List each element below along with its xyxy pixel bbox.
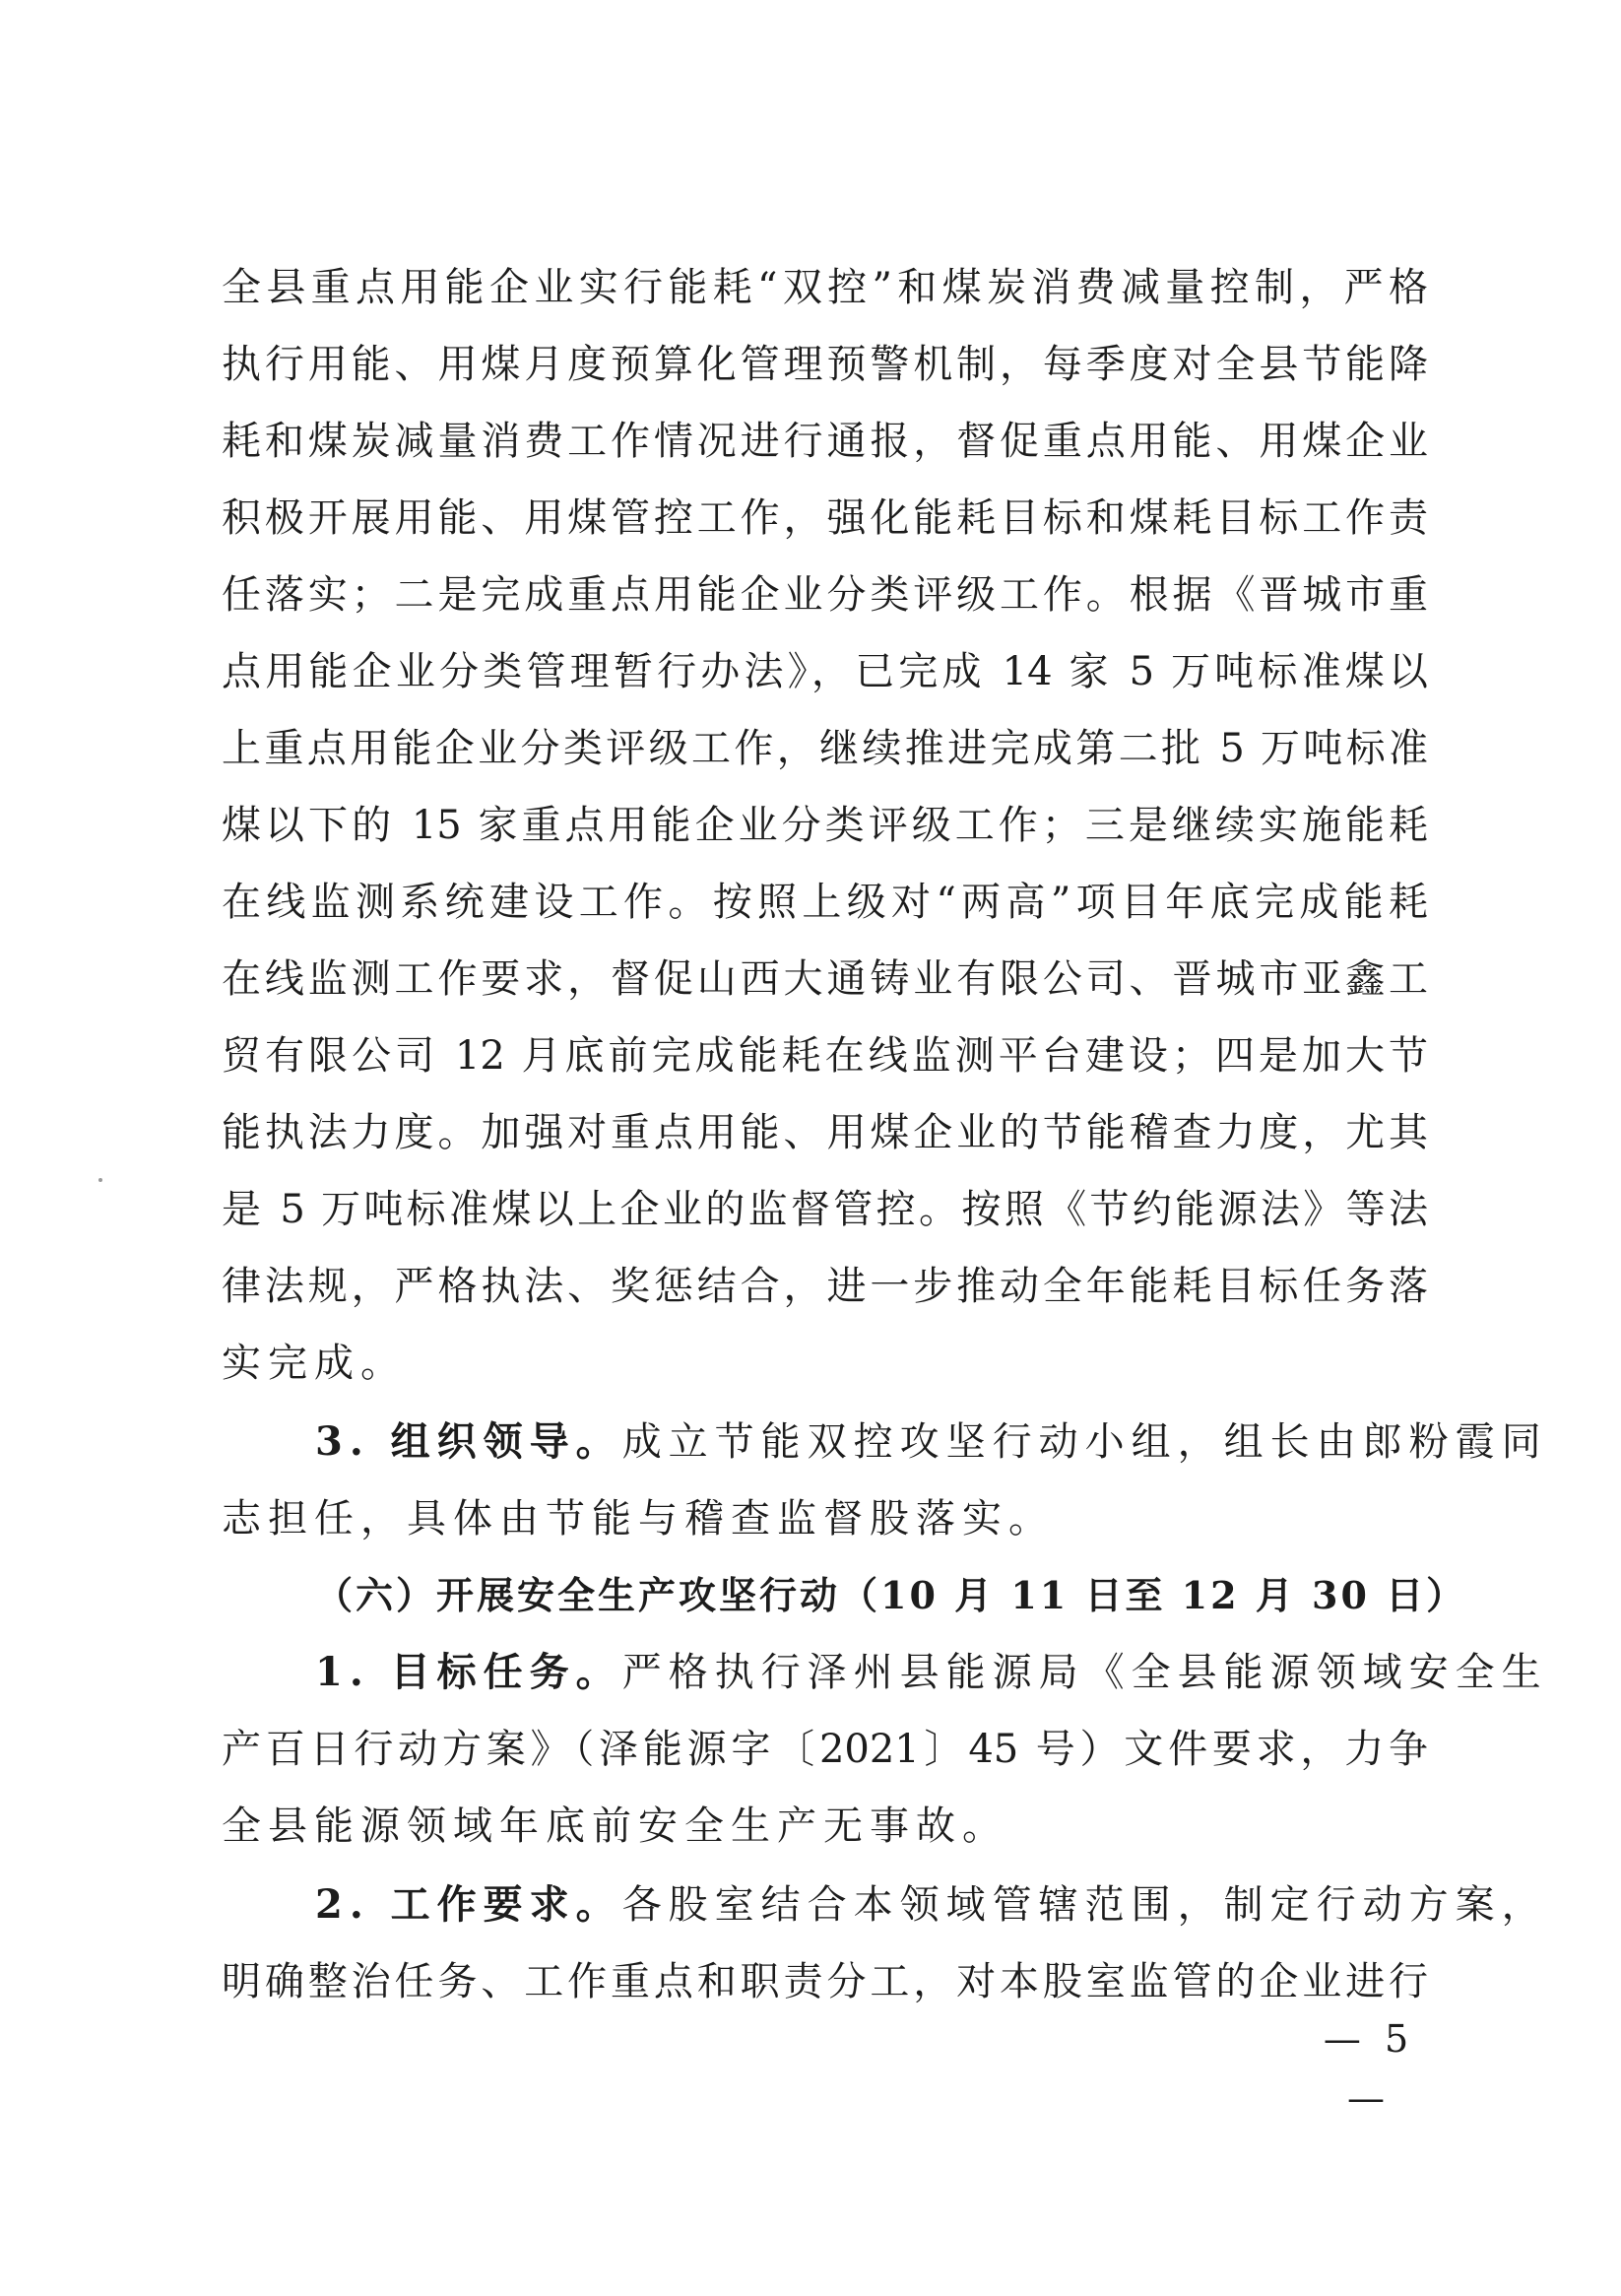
paragraph-target-line3: 全县能源领域年底前安全生产无事故。 [222, 1804, 1008, 1849]
org-text: 成立节能双控攻坚行动小组，组长由郎粉霞同 [621, 1419, 1548, 1465]
page-number: — 5 — [1323, 2017, 1415, 2120]
body-line: 在线监测系统建设工作。按照上级对“两高”项目年底完成能耗 [222, 880, 1428, 925]
target-text: 严格执行泽州县能源局《全县能源领域安全生 [621, 1650, 1548, 1695]
body-line: 在线监测工作要求，督促山西大通铸业有限公司、晋城市亚鑫工 [222, 956, 1428, 1002]
body-line: 律法规，严格执法、奖惩结合，进一步推动全年能耗目标任务落 [222, 1264, 1428, 1309]
body-line: 任落实；二是完成重点用能企业分类评级工作。根据《晋城市重 [222, 572, 1428, 618]
body-line: 全县重点用能企业实行能耗“双控”和煤炭消费减量控制，严格 [222, 265, 1428, 310]
paragraph-target-line2: 产百日行动方案》（泽能源字〔2021〕45 号）文件要求，力争 [222, 1727, 1428, 1772]
body-line: 耗和煤炭减量消费工作情况进行通报，督促重点用能、用煤企业 [222, 419, 1428, 464]
body-line: 点用能企业分类管理暂行办法》，已完成 14 家 5 万吨标准煤以 [222, 649, 1428, 694]
body-line: 贸有限公司 12 月底前完成能耗在线监测平台建设；四是加大节 [222, 1033, 1428, 1079]
paragraph-org-line1 [315, 1406, 1548, 1478]
body-line: 实完成。 [222, 1341, 407, 1386]
body-line: 执行用能、用煤月度预算化管理预警机制，每季度对全县节能降 [222, 342, 1428, 387]
paragraph-work-line1 [315, 1869, 1548, 1941]
scan-speck [98, 1178, 102, 1182]
body-line: 是 5 万吨标准煤以上企业的监督管控。按照《节约能源法》等法 [222, 1187, 1428, 1232]
work-heading: 2. 工作要求。 [315, 1881, 622, 1928]
target-heading: 1. 目标任务。 [315, 1649, 622, 1695]
section-title: （六）开展安全生产攻坚行动（10 月 11 日至 12 月 30 日） [315, 1573, 1467, 1617]
body-line: 煤以下的 15 家重点用能企业分类评级工作；三是继续实施能耗 [222, 803, 1428, 848]
body-line: 能执法力度。加强对重点用能、用煤企业的节能稽查力度，尤其 [222, 1110, 1428, 1155]
org-heading: 3. 组织领导。 [315, 1418, 622, 1465]
paragraph-org-line2: 志担任，具体由节能与稽查监督股落实。 [222, 1496, 1055, 1542]
body-line: 积极开展用能、用煤管控工作，强化能耗目标和煤耗目标工作责 [222, 495, 1428, 541]
work-text: 各股室结合本领域管辖范围，制定行动方案， [621, 1882, 1548, 1928]
paragraph-work-line2: 明确整治任务、工作重点和职责分工，对本股室监管的企业进行 [222, 1959, 1428, 2004]
body-line: 上重点用能企业分类评级工作，继续推进完成第二批 5 万吨标准 [222, 726, 1428, 771]
paragraph-target-line1 [315, 1636, 1548, 1709]
